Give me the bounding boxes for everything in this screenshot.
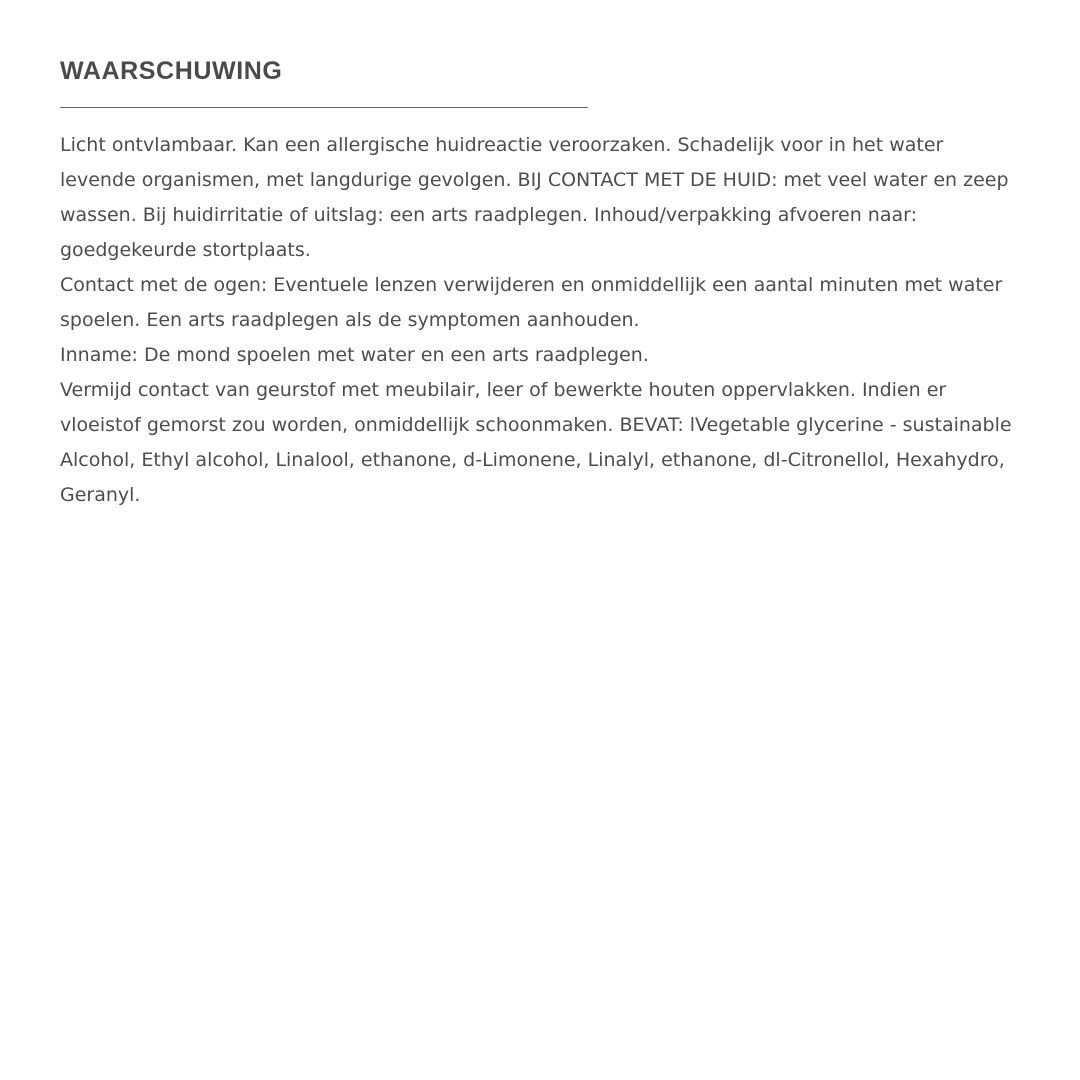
paragraph-eye-contact: Contact met de ogen: Eventuele lenzen verwijderen en onmiddellijk een aantal minuten met water spoelen. Een arts raadplegen als de symptomen aanhouden.: [60, 274, 1003, 331]
warning-text: [60, 128, 1025, 513]
paragraph-ingestion: Inname: De mond spoelen met water en een arts raadplegen.: [60, 344, 649, 366]
paragraph-hazards: Licht ontvlambaar. Kan een allergische huidreactie veroorzaken. Schadelijk voor in het water levende organismen, met langdurige gevolgen. BIJ CONTACT MET DE HUID: met veel water en zeep wassen. Bij huidirritatie of uitslag: een arts raadplegen. Inhoud/verpakking afvoeren naar: goedgekeurde stortplaats.: [60, 134, 1009, 261]
title-divider: [60, 107, 588, 108]
page-title: WAARSCHUWING: [60, 57, 283, 85]
paragraph-contains: Vermijd contact van geurstof met meubilair, leer of bewerkte houten oppervlakken. Indien er vloeistof gemorst zou worden, onmiddellijk schoonmaken. BEVAT: lVegetable glycerine - sustainable Alcohol, Ethyl alcohol, Linalool, ethanone, d-Limonene, Linalyl, ethanone, dl-Citronellol, Hexahydro, Geranyl.: [60, 379, 1012, 506]
